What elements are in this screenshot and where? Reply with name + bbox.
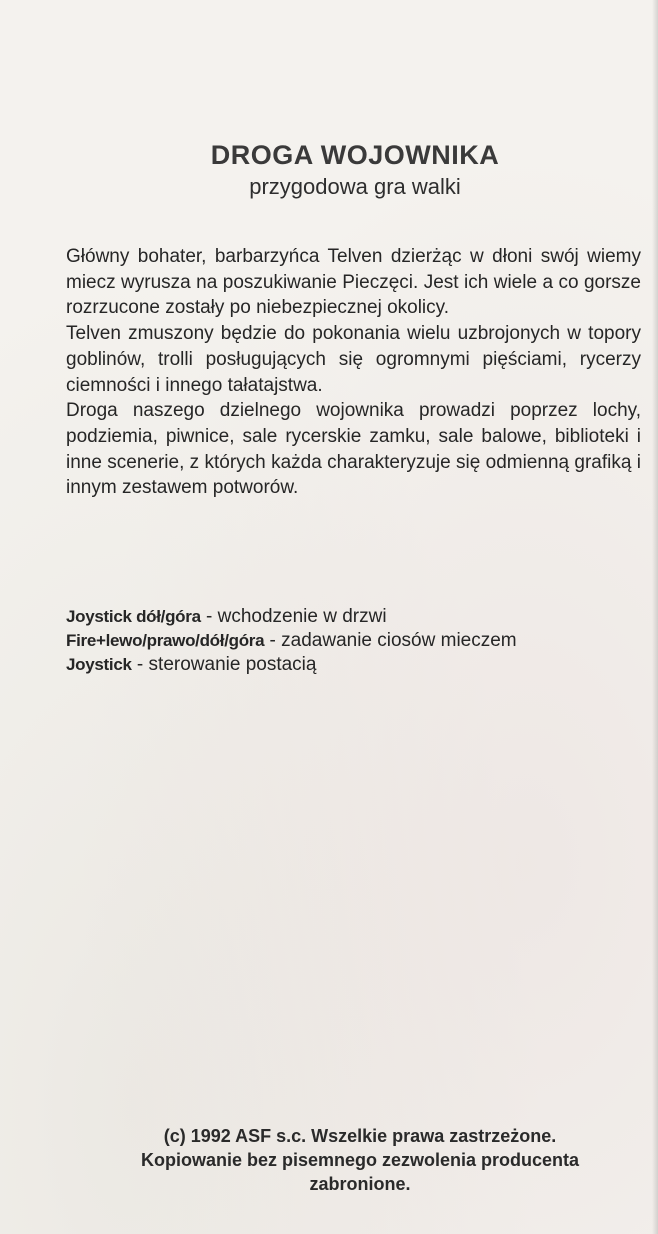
game-subtitle: przygodowa gra walki (249, 174, 461, 199)
control-action: - zadawanie ciosów mieczem (264, 630, 517, 651)
control-row (66, 629, 646, 653)
control-action: - wchodzenie w drzwi (200, 606, 387, 627)
control-row (66, 653, 646, 677)
copyright-line: zabronione. (309, 1174, 411, 1194)
story-description (66, 244, 641, 501)
description-paragraph: Główny bohater, barbarzyńca Telven dzierżąc w dłoni swój wiemy miecz wyrusza na poszukiwanie Pieczęci. Jest ich wiele a co gorsze rozrzucone zostały po niebezpiecznej okolicy. (66, 246, 641, 319)
copyright-notice (0, 1124, 658, 1196)
control-key: Joystick dół/góra (66, 607, 201, 626)
copyright-line: Kopiowanie bez pisemnego zezwolenia producenta (140, 1150, 580, 1170)
description-paragraph: Telven zmuszony będzie do pokonania wielu uzbrojonych w topory goblinów, trolli posługujących się ogromnymi pięściami, rycerzy ciemności i innego tałatajstwa. (66, 323, 641, 396)
control-action: - sterowanie postacią (131, 654, 317, 675)
game-title: DROGA WOJOWNIKA (210, 140, 500, 170)
control-key: Fire+lewo/prawo/dół/góra (66, 631, 265, 650)
description-paragraph: Droga naszego dzielnego wojownika prowadzi poprzez lochy, podziemia, piwnice, sale rycerskie zamku, sale balowe, biblioteki i inne scenerie, z których każda charakteryzuje się odmienną grafiką i innym zestawem potworów. (66, 400, 641, 499)
copyright-line: (c) 1992 ASF s.c. Wszelkie prawa zastrzeżone. (163, 1126, 557, 1146)
controls-list (66, 605, 646, 677)
control-row (66, 605, 646, 629)
control-key: Joystick (66, 655, 132, 674)
